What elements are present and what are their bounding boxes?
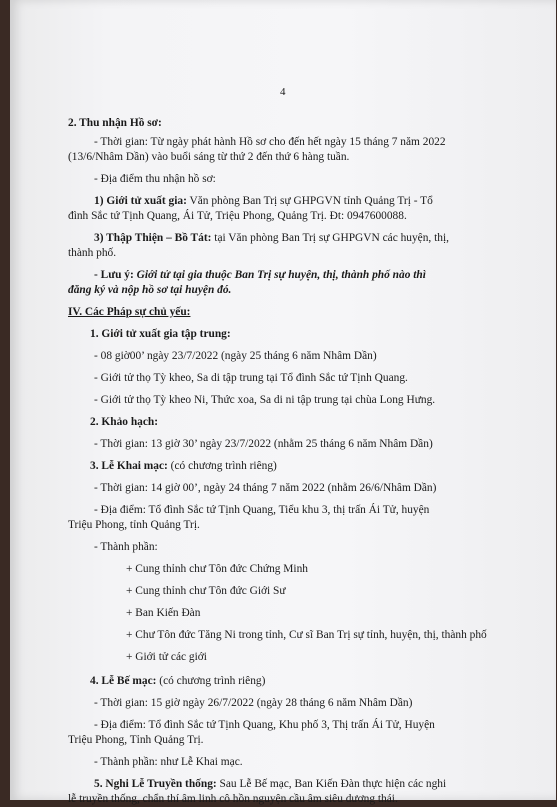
ceremony-3-place-line2: Triệu Phong, tỉnh Quảng Trị. [68,519,200,531]
receive-note-label: - Lưu ý: [94,269,134,281]
participant-item: + Cung thỉnh chư Tôn đức Chứng Minh [126,563,308,575]
receive-time-line1: - Thời gian: Từ ngày phát hành Hồ sơ cho đến hết ngày 15 tháng 7 năm 2022 [94,136,446,148]
page-number: 4 [280,86,286,98]
receive-note-text: Giới tử tại gia thuộc Ban Trị sự huyện, thị, thành phố nào thì [133,269,426,281]
receive-place-1-line2: đình Sắc tứ Tịnh Quang, Ái Tử, Triệu Phong, Quảng Trị. Đt: 0947600088. [68,210,407,222]
document-page [10,0,556,805]
ceremony-4-heading [90,674,498,689]
ceremony-5-text: Sau Lễ Bế mạc, Ban Kiến Đàn thực hiện các nghi [216,778,447,790]
ceremony-5-line2: lễ truyền thống, chẩn thí âm linh cô hồn nguyện cầu âm siêu dương thái. [68,793,398,805]
ceremony-4-place-line2: Triệu Phong, Tỉnh Quảng Trị. [68,734,204,746]
participant-item: + Ban Kiến Đàn [126,607,201,619]
ceremony-1-line2: - Giới tử thọ Tỳ kheo, Sa di tập trung tại Tổ đình Sắc tứ Tịnh Quang. [94,372,408,384]
ceremony-3-heading [90,459,498,474]
receive-note [68,268,498,283]
section-heading-ceremonies: IV. Các Pháp sự chủ yếu: [68,306,191,318]
receive-place-label: - Địa điểm thu nhận hồ sơ: [94,173,216,185]
receive-place-3-label: 3) Thập Thiện – Bồ Tát: [94,232,212,244]
participant-item: + Cung thỉnh chư Tôn đức Giới Sư [126,585,286,597]
ceremony-4-note: (có chương trình riêng) [156,675,266,687]
receive-place-1-label: 1) Giới tử xuất gia: [94,195,187,207]
receive-place-3 [68,231,498,246]
ceremony-3-note: (có chương trình riêng) [167,460,277,472]
document-body [68,84,498,807]
receive-place-1 [68,194,498,209]
ceremony-1-line1: - 08 giờ00’ ngày 23/7/2022 (ngày 25 tháng 6 năm Nhâm Dần) [94,350,377,362]
section-heading-receive: 2. Thu nhận Hồ sơ: [68,117,162,129]
ceremony-4-title: 4. Lễ Bế mạc: [90,675,157,687]
ceremony-2-heading: 2. Khảo hạch: [90,416,159,428]
ceremony-1-heading: 1. Giới tử xuất gia tập trung: [90,328,231,340]
ceremony-4-participants: - Thành phần: như Lễ Khai mạc. [94,756,243,768]
ceremony-3-participants-label: - Thành phần: [94,541,158,553]
ceremony-3-time: - Thời gian: 14 giờ 00’, ngày 24 tháng 7 năm 2022 (nhằm 26/6/Nhâm Dần) [94,482,437,494]
ceremony-3-title: 3. Lễ Khai mạc: [90,460,168,472]
ceremony-1-line3: - Giới tử thọ Tỳ kheo Ni, Thức xoa, Sa di ni tập trung tại chùa Long Hưng. [94,394,436,406]
receive-time-line2: (13/6/Nhâm Dần) vào buổi sáng từ thứ 2 đến thứ 6 hàng tuần. [68,151,350,163]
receive-place-1-text: Văn phòng Ban Trị sự GHPGVN tỉnh Quảng Trị - Tổ [186,195,433,207]
ceremony-3-place-line1: - Địa điểm: Tổ đình Sắc tứ Tịnh Quang, Tiểu khu 3, thị trấn Ái Tử, huyện [94,504,430,516]
participant-item: + Chư Tôn đức Tăng Ni trong tỉnh, Cư sĩ Ban Trị sự tỉnh, huyện, thị, thành phố [126,629,487,641]
ceremony-4-place-line1: - Địa điểm: Tổ đình Sắc tứ Tịnh Quang, Khu phố 3, Thị trấn Ái Tử, Huyện [94,719,435,731]
ceremony-2-line1: - Thời gian: 13 giờ 30’ ngày 23/7/2022 (nhằm 25 tháng 6 năm Nhâm Dần) [94,438,433,450]
receive-note-line2: đăng ký và nộp hồ sơ tại huyện đó. [68,284,232,296]
ceremony-4-time: - Thời gian: 15 giờ ngày 26/7/2022 (ngày 28 tháng 6 năm Nhâm Dần) [94,697,413,709]
participant-item: + Giới tử các giới [126,651,207,663]
ceremony-5-paragraph [68,777,498,792]
receive-place-3-text: tại Văn phòng Ban Trị sự GHPGVN các huyện, thị, [211,232,449,244]
receive-place-3-line2: thành phố. [68,247,117,259]
ceremony-5-title: 5. Nghi Lễ Truyền thống: [94,778,217,790]
